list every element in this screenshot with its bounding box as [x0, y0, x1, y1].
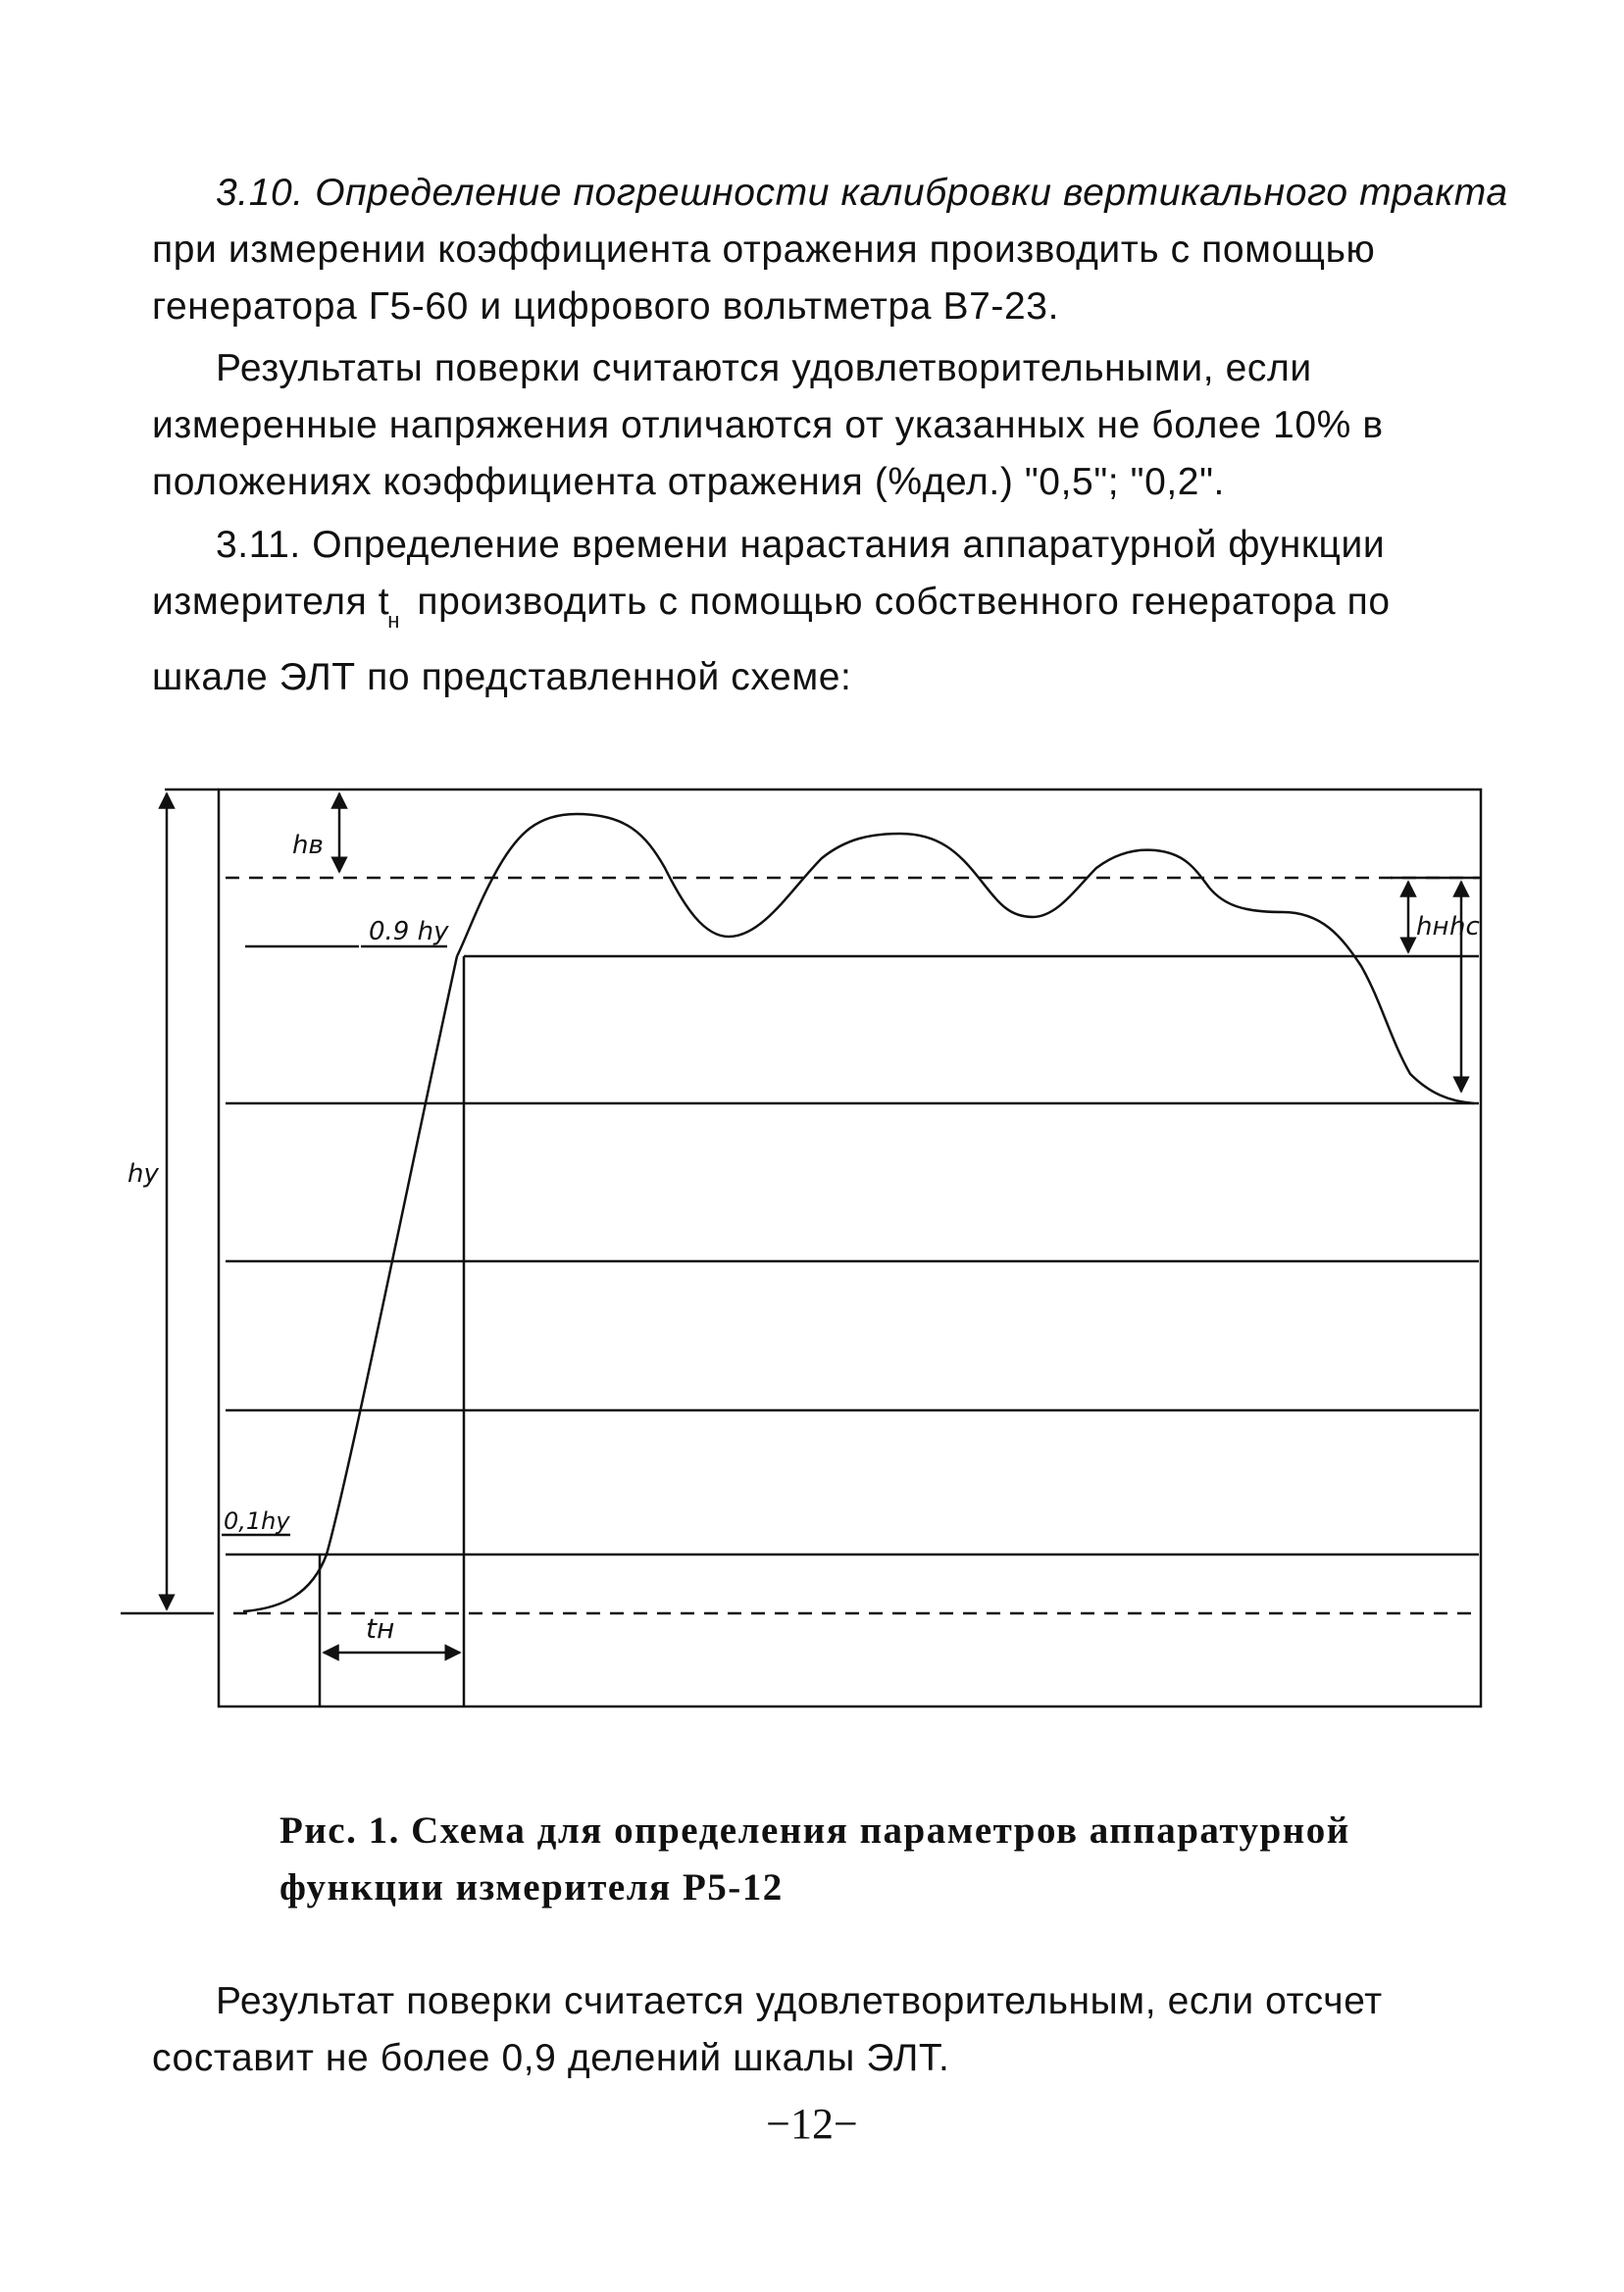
results-3-11-line-1: Результат поверки считается удовлетворительным, если отсчет	[216, 1980, 1383, 2022]
page-number: −12−	[766, 2100, 858, 2148]
paragraph-results-3-10	[152, 340, 1510, 511]
results-3-10-line-2: измеренные напряжения отличаются от указанных не более 10% в	[152, 404, 1384, 446]
paragraph-3-10-line-3: генератора Г5-60 и цифрового вольтметра В7-23.	[152, 285, 1060, 328]
label-tn: tн	[366, 1612, 395, 1645]
label-hy: hу	[127, 1159, 159, 1189]
paragraph-results-3-11	[152, 1973, 1510, 2087]
response-waveform	[457, 814, 1474, 1103]
caption-line-1: Рис. 1. Схема для определения параметров аппаратурной	[279, 1809, 1350, 1852]
paragraph-3-11	[152, 517, 1510, 706]
results-3-11-line-2: составит не более 0,9 делений шкалы ЭЛТ.	[152, 2037, 950, 2079]
label-hv: hв	[292, 831, 324, 860]
paragraph-3-10-line-1: 3.10. Определение погрешности калибровки вертикального тракта	[216, 172, 1508, 214]
label-level-01: 0,1hу	[224, 1507, 290, 1535]
label-level-09: 0.9 hу	[369, 917, 449, 946]
results-3-10-line-1: Результаты поверки считаются удовлетворительными, если	[216, 347, 1312, 389]
label-hc: hc	[1449, 912, 1480, 942]
paragraph-3-11-line-2: измерителя $t_н$ производить с помощью собственного генератора по	[152, 581, 1391, 633]
label-hn: hн	[1416, 912, 1449, 942]
section-number-3-10: 3.10.	[216, 172, 304, 214]
results-3-10-line-3: положениях коэффициента отражения (%дел.) "0,5"; "0,2".	[152, 461, 1225, 503]
paragraph-3-11-line-1: 3.11. Определение времени нарастания аппаратурной функции	[216, 524, 1386, 566]
rise-time-diagram	[116, 780, 1489, 1731]
caption-line-2: функции измерителя Р5-12	[279, 1866, 784, 1909]
figure-caption	[279, 1803, 1496, 1916]
paragraph-3-11-line-3: шкале ЭЛТ по представленной схеме:	[152, 656, 852, 698]
paragraph-3-10-line-2: при измерении коэффициента отражения производить с помощью	[152, 229, 1376, 271]
paragraph-3-10	[152, 165, 1510, 335]
subscript-n: н	[387, 608, 400, 633]
